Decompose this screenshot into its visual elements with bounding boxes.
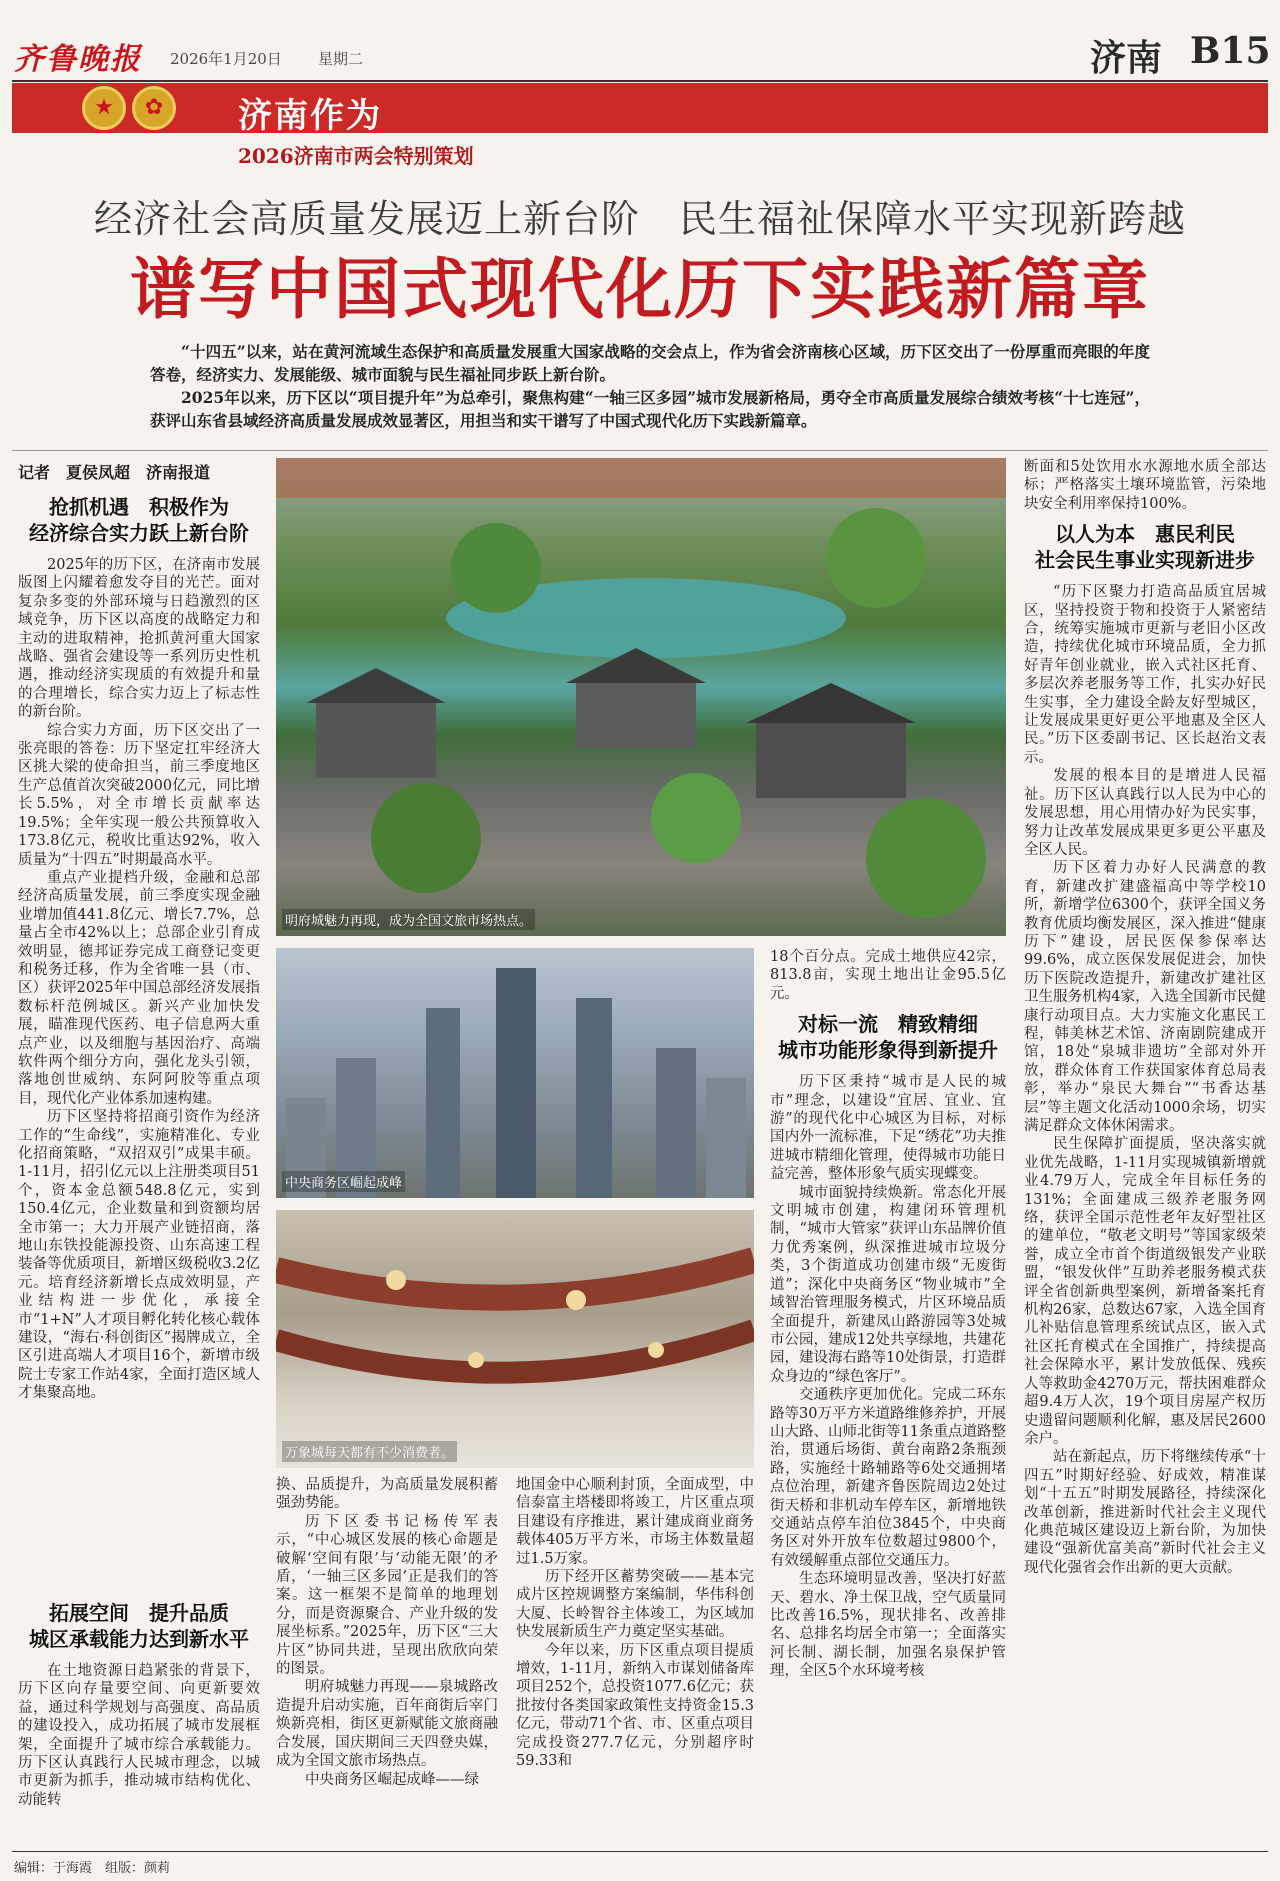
col1-p3: 重点产业提档升级，金融和总部经济高质量发展，前三季度实现金融业增加值441.8亿元、增长7.7%，总量占全市42%以上；总部企业引育成效明显，德邦证券完成工商登记变更和税务迁移，作为全省唯一县（市、区）获评2025年中国总部经济发展指数标杆范例城区。新兴产业加快发展，瞄准现代医药、电子信息两大重点产业，以及细胞与基因治疗、高端软件两个细分方向，强化龙头引领，落地创世威纳、东阿阿胶等重点项目，现代化产业体系加速构建。	[18, 869, 260, 1107]
byline: 记者 夏侯凤超 济南报道	[18, 463, 211, 482]
section-name: 济南	[1090, 37, 1163, 79]
masthead-logo: 齐鲁晚报	[14, 42, 142, 77]
column-1-bottom	[18, 1592, 260, 1846]
masthead-weekday: 星期二	[318, 50, 364, 68]
lead-p1: “十四五”以来，站在黄河流域生态保护和高质量发展重大国家战略的交会点上，作为省会济南核心区域，历下区交出了一份厚重而亮眼的年度答卷，经济实力、发展能级、城市面貌与民生福祉同步跃上新台阶。	[150, 342, 1150, 384]
column-5	[1024, 458, 1266, 1846]
col4-p5: 生态环境明显改善，坚决打好蓝天、碧水、净土保卫战，空气质量同比改善16.5%，现状排名、改善排名、总排名均居全市第一；全面落实河长制、湖长制，加强名泉保护管理，全区5个水环境考核	[770, 1571, 1006, 1680]
headline-main: 谱写中国式现代化历下实践新篇章	[130, 250, 1150, 328]
page-number: B15	[1190, 30, 1271, 72]
headline-subtitle: 经济社会高质量发展迈上新台阶 民生福祉保障水平实现新跨越	[93, 197, 1186, 241]
col5-p4: 历下区着力办好人民满意的教育，新建改扩建盛福高中等学校10所，新增学位6300个，获评全国义务教育优质均衡发展区，深入推进“健康历下”建设，居民医保参保率达99.6%，成立医保发展促进会，加快历下医院改造提升，新建改扩建社区卫生服务机构4家，入选全国新市民健康行动项目点。大力实施文化惠民工程，韩美林艺术馆、济南剧院建成开馆，18处“泉城非遗坊”全部对外开放，群众体育工作获国家体育总局表彰，举办“泉民大舞台”“书香达基层”等主题文化活动1000余场，切实满足群众文体休闲需求。	[1024, 860, 1266, 1134]
col4-p4: 交通秩序更加优化。完成二环东路等30万平方米道路维修养护，开展山大路、山师北街等11条重点道路整治，贯通后场街、黄台南路2条瓶颈路，实施经十路辅路等6处交通拥堵点位治理，新建齐鲁医院周边2处过街天桥和非机动车停车区，新增地铁交通站点停车泊位3845个，中央商务区对外开放车位数超过9800个，有效缓解重点部位交通压力。	[770, 1387, 1006, 1569]
col2-p1: 换、品质提升，为高质量发展积蓄强劲势能。	[276, 1477, 498, 1512]
col1-heading: 抢抓机遇 积极作为 经济综合实力跃上新台阶	[29, 495, 249, 545]
col3-p3: 今年以来，历下区重点项目提质增效，1-11月，新纳入市谋划储备库项目252个，总投资1077.6亿元；获批按付各类国家政策性支持资金15.3亿元，带动71个省、市、区重点项目完成投资277.7亿元，分别超序时59.33和	[516, 1642, 754, 1770]
col5-heading: 以人为本 惠民利民 社会民生事业实现新进步	[1035, 522, 1255, 573]
col1-p2: 综合实力方面，历下区交出了一张亮眼的答卷：历下坚定扛牢经济大区挑大梁的使命担当，前三季度地区生产总值首次突破2000亿元，同比增长5.5%，对全市增长贡献率达19.5%；全年实现一般公共预算收入173.8亿元，税收比重达92%，收入质量为“十四五”时期最高水平。	[18, 722, 260, 868]
cppcc-emblem-icon: ✿	[132, 86, 176, 130]
lead-rule	[12, 450, 1268, 451]
col4-p3: 城市面貌持续焕新。常态化开展文明城市创建，构建闭环管理机制，“城市大管家”获评山东品牌价值力优秀案例，纵深推进城市垃圾分类，3个街道成功创建市级“无废街道”；深化中央商务区“物业城市”全域智治管理服务模式，片区环境品质全面提升，新建凤山路游园等3处城市公园，建成12处共享绿地，共建花园，建设海右路等10处街景，打造群众身边的“绿色客厅”。	[770, 1184, 1006, 1385]
masthead-date: 2026年1月20日	[170, 50, 282, 68]
col1-p1: 2025年的历下区，在济南市发展版图上闪耀着愈发夺目的光芒。面对复杂多变的外部环境与日趋激烈的区域竞争，历下区以高度的战略定力和主动的进取精神，抢抓黄河重大国家战略、强省会建设等一系列历史性机遇，推动经济实现质的有效提升和量的合理增长，综合实力迈上了标志性的新台阶。	[18, 557, 260, 721]
section-banner	[12, 83, 1268, 133]
col5-p3: 发展的根本目的是增进人民福祉。历下区认真践行以人民为中心的发展思想，用心用情办好为民实事，努力让改革发展成果更多更公平惠及全区人民。	[1024, 768, 1266, 858]
column-3	[516, 1476, 754, 1846]
col1-heading2: 拓展空间 提升品质 城区承载能力达到新水平	[29, 1601, 249, 1651]
col3-p1: 地国金中心顺利封顶，全面成型，中信泰富主塔楼即将竣工，片区重点项目建设有序推进，累计建成商业商务载体405万平方米，市场主体数量超过1.5万家。	[516, 1477, 754, 1567]
col1-p4: 历下区坚持将招商引资作为经济工作的“生命线”，实施精准化、专业化招商策略，“双招双引”成果丰硕。1-11月，招引亿元以上注册类项目51个，资本金总额548.8亿元，实到150.4亿元，企业数量和到资额均居全市第一；大力开展产业链招商，落地山东铁投能源投资、山东高速工程装备等优质项目，新增区级税收3.2亿元。培育经济新增长点成效明显，产业结构进一步优化，承接全市“1+N”人才项目孵化转化核心载体建设，“海右·科创街区”揭牌成立，全区引进高端人才项目16个，新增市级院士专家工作站4家，全面打造区域人才集聚高地。	[18, 1109, 260, 1402]
national-emblem-icon: ★	[82, 86, 126, 130]
photo-old-town-caption: 明府城魅力再现，成为全国文旅市场热点。	[282, 909, 535, 930]
photo-mall	[276, 1210, 754, 1468]
column-1	[18, 486, 260, 1596]
footer-credits: 编辑：于海霞 组版：颜莉	[14, 1861, 171, 1876]
lead-paragraph	[150, 340, 1150, 432]
cbd-scene	[276, 948, 754, 1198]
footer-rule	[12, 1851, 1268, 1852]
col2-p3: 明府城魅力再现——泉城路改造提升启动实施，百年商街后宰门焕新亮相，街区更新赋能文旅商融合发展，国庆期间三天四登央媒，成为全国文旅市场热点。	[276, 1679, 498, 1770]
banner-title: 济南作为	[238, 96, 382, 136]
col4-heading: 对标一流 精致精细 城市功能形象得到新提升	[778, 1012, 998, 1063]
photo-mall-caption: 万象城每天都有不少消费者。	[282, 1441, 457, 1462]
col1-p5: 在土地资源日趋紧张的背景下，历下区向存量要空间、向更新要效益，通过科学规划与高强度、高品质的建设投入，成功拓展了城市发展框架，全面提升了城市综合承载能力。历下区认真践行人民城市理念，以城市更新为抓手，推动城市结构优化、动能转	[18, 1663, 260, 1808]
col2-p4: 中央商务区崛起成峰——绿	[305, 1771, 479, 1788]
lead-p2: 2025年以来，历下区以“项目提升年”为总牵引，聚焦构建“一轴三区多园”城市发展新格局，勇夺全市高质量发展综合绩效考核“十七连冠”，获评山东省县域经济高质量发展成效显著区，用担当和实干谱写了中国式现代化历下实践新篇章。	[150, 388, 1150, 430]
photo-cbd	[276, 948, 754, 1198]
col5-p6: 站在新起点，历下将继续传承“十四五”时期好经验、好成效，精准谋划“十五五”时期发展路径，持续深化改革创新，推进新时代社会主义现代化典范城区建设迈上新台阶，为加快建设“强新优富美高”新时代社会主义现代化强省会作出新的更大贡献。	[1024, 1449, 1266, 1576]
col2-p2: 历下区委书记杨传军表示，“中心城区发展的核心命题是破解‘空间有限’与‘动能无限’的矛盾，‘一轴三区多园’正是我们的答案。这一框架不是简单的地理划分，而是资源聚合、产业升级的发展坐标系。”2025年，历下区“三大片区”协同共进，呈现出欣欣向荣的图景。	[276, 1513, 498, 1678]
photo-cbd-caption: 中央商务区崛起成峰	[282, 1171, 405, 1192]
mall-scene	[276, 1210, 754, 1468]
col4-p1: 18个百分点。完成土地供应42宗，813.8亩，实现土地出让金95.5亿元。	[770, 949, 1006, 1002]
col5-p5: 民生保障扩面提质，坚决落实就业优先战略，1-11月实现城镇新增就业4.79万人，完成全年目标任务的131%；全面建成三级养老服务网络，获评全国示范性老年友好型社区的建单位，“敬老文明号”等国家级荣誉，成立全市首个街道级银发产业联盟，“银发伙伴”互助养老服务模式获评全省创新典型案例，新增备案托育机构26家，总数达67家，入选全国育儿补贴信息管理系统试点区，嵌入式社区托育模式在全国推广，持续提高社会保障水平，累计发放低保、残疾人等救助金4270万元，帮扶困难群众超9.4万人次，19个项目房屋产权历史遗留问题顺利化解，惠及居民2600余户。	[1024, 1136, 1266, 1447]
col5-p2: “历下区聚力打造高品质宜居城区，坚持投资于物和投资于人紧密结合，统筹实施城市更新与老旧小区改造，持续优化城市环境品质，全力抓好青年创业就业，嵌入式社区托育、多层次养老服务等工作，扎实办好民生实事，全力建设全龄友好型城区，让发展成果更好更公平地惠及全区人民。”历下区委副书记、区长赵治文表示。	[1024, 584, 1266, 766]
top-rule	[12, 80, 1268, 82]
col5-p1: 断面和5处饮用水水源地水质全部达标；严格落实土壤环境监管，污染地块安全利用率保持100%。	[1024, 459, 1266, 512]
banner-subtitle: 2026济南市两会特别策划	[238, 144, 474, 168]
col4-p2: 历下区秉持“城市是人民的城市”理念，以建设“宜居、宜业、宜游”的现代化中心城区为目标，对标国内外一流标准，下足“绣花”功夫推进城市精细化管理，使得城市功能日益完善，整体形象气质实现蝶变。	[770, 1074, 1006, 1183]
column-2	[276, 1476, 498, 1846]
photo-old-town	[276, 458, 1006, 936]
old-town-scene	[276, 458, 1006, 936]
column-4	[770, 948, 1006, 1846]
col3-p2: 历下经开区蓄势突破——基本完成片区控规调整方案编制，华伟科创大厦、长岭智谷主体竣工，为区域加快发展新质生产力奠定坚实基础。	[516, 1569, 754, 1641]
